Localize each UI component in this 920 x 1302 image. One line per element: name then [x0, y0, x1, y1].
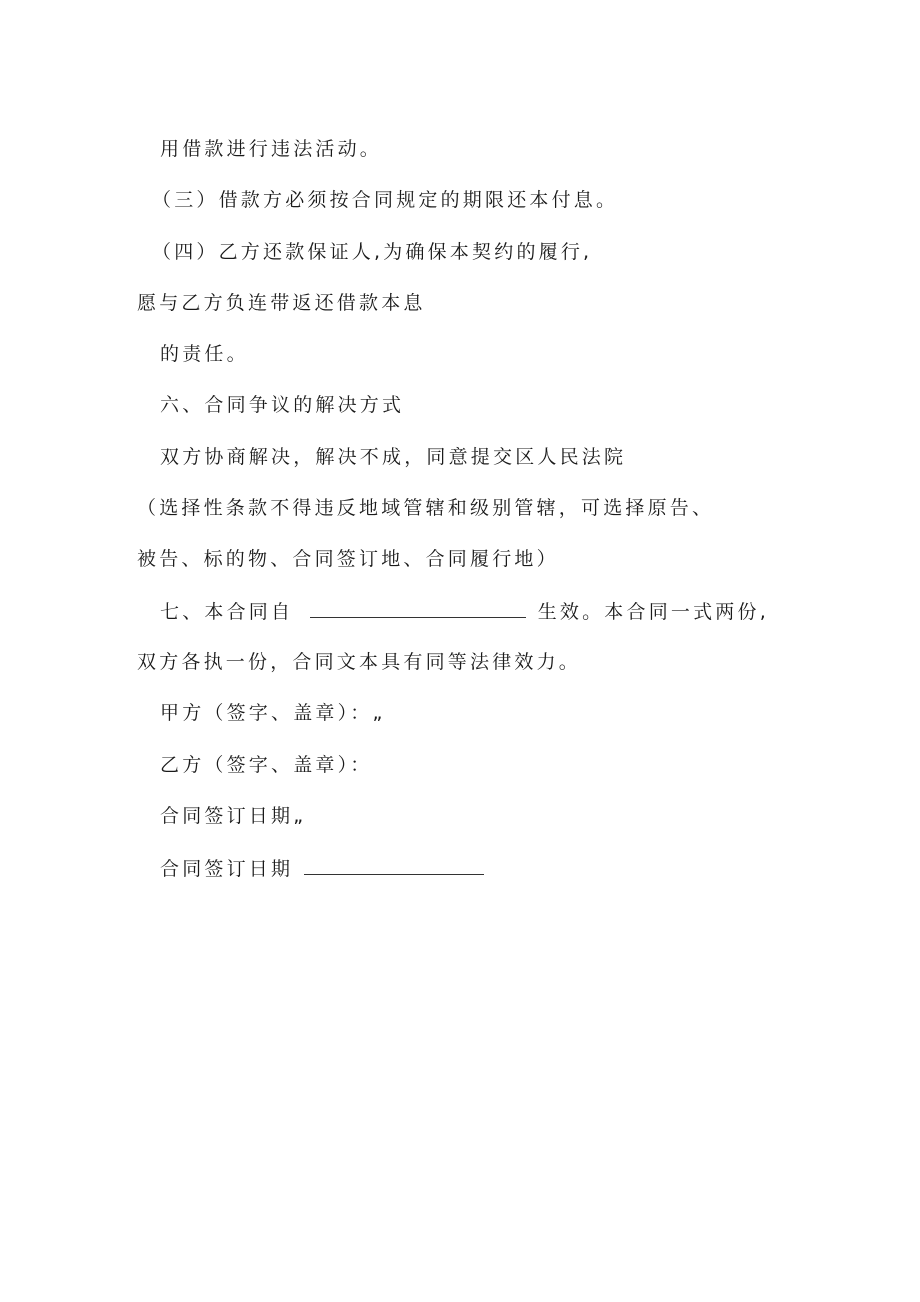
text-line: 双方协商解决，解决不成，同意提交区人民法院 — [160, 446, 627, 468]
sign-date-label: 合同签订日期 — [160, 858, 294, 880]
party-a-signature: 甲方（签字、盖章）：„ — [160, 702, 386, 724]
text-line: （选择性条款不得违反地域管辖和级别管辖，可选择原告、 — [137, 497, 715, 519]
text-line: 愿与乙方负连带返还借款本息 — [137, 292, 426, 314]
clause-5-3: （三）借款方必须按合同规定的期限还本付息。 — [152, 189, 619, 211]
clause-7 — [160, 599, 769, 624]
section-heading-6: 六、合同争议的解决方式 — [160, 394, 405, 416]
sign-date-blank[interactable] — [304, 856, 484, 875]
clause-5-4: （四）乙方还款保证人,为确保本契约的履行, — [152, 241, 593, 263]
sign-date-line: 合同签订日期„ — [160, 805, 307, 827]
text-line: 的责任。 — [160, 343, 249, 365]
text-line: 被告、标的物、合同签订地、合同履行地） — [137, 548, 559, 570]
clause-7-suffix: 生效。本合同一式两份, — [537, 601, 769, 623]
text-line: 双方各执一份，合同文本具有同等法律效力。 — [137, 651, 582, 673]
party-b-signature: 乙方（签字、盖章）： — [160, 754, 373, 776]
text-line: 用借款进行违法活动。 — [160, 138, 383, 160]
sign-date-field — [160, 856, 484, 881]
clause-7-prefix: 七、本合同自 — [160, 601, 294, 623]
effective-date-blank[interactable] — [310, 599, 526, 618]
